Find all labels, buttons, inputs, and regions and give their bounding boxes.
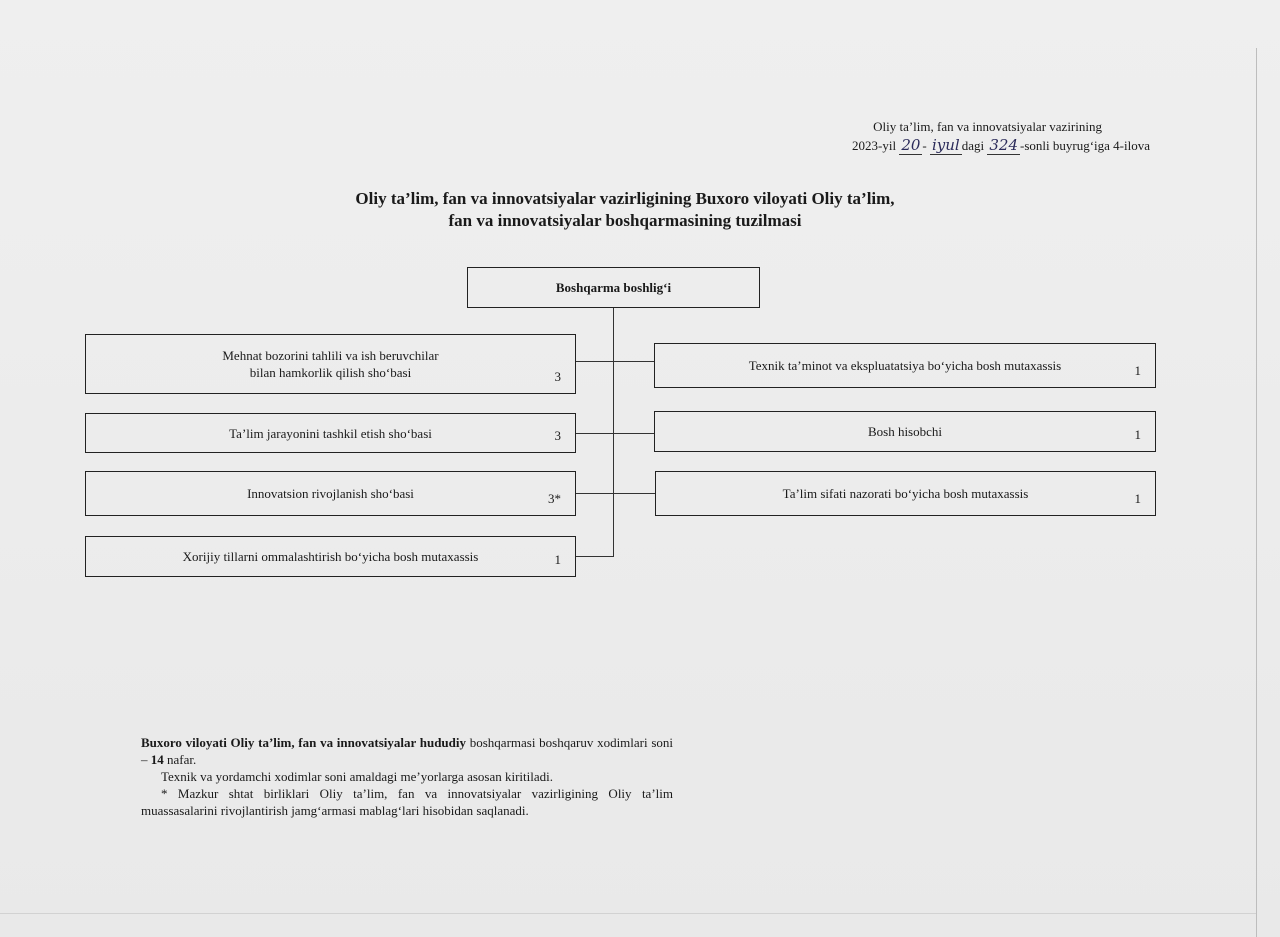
org-box-label: Ta’lim sifati nazorati bo‘yicha bosh mutaxassis: [782, 486, 1029, 501]
footnote-paragraph-2: Texnik va yordamchi xodimlar soni amaldagi me’yorlarga asosan kiritiladi.: [161, 769, 553, 784]
org-box-label: Bosh hisobchi: [867, 424, 943, 439]
org-box-left-2: [85, 413, 576, 453]
org-box-label: Xorijiy tillarni ommalashtirish bo‘yicha bosh mutaxassis: [182, 549, 479, 564]
title-line2: fan va innovatsiyalar boshqarmasining tuzilmasi: [448, 211, 802, 230]
org-box-label: Ta’lim jarayonini tashkil etish sho‘basi: [229, 425, 432, 441]
handwritten-day: 20: [901, 136, 921, 154]
org-box-label: [182, 347, 478, 381]
staff-count: 3*: [548, 491, 561, 506]
title-line1: Oliy ta’lim, fan va innovatsiyalar vazirligining Buxoro viloyati Oliy ta’lim,: [355, 189, 895, 208]
org-box-left-4: [85, 536, 576, 577]
org-box-right-3: [655, 471, 1156, 516]
staff-count: 3: [554, 428, 561, 443]
org-box-label: Innovatsion rivojlanish sho‘basi: [247, 486, 414, 501]
org-box-head: [467, 267, 760, 308]
org-box-head-label: Boshqarma boshlig‘i: [555, 280, 672, 295]
footnote: [141, 734, 673, 819]
footnote-text-end: nafar.: [167, 752, 197, 767]
annex-dagi: dagi: [961, 138, 985, 153]
annex-suffix: -sonli buyrug‘iga 4-ilova: [1020, 138, 1150, 153]
org-box-right-2: [654, 411, 1156, 452]
org-box-label-line2: bilan hamkorlik qilish sho‘basi: [249, 365, 412, 380]
annex-year: 2023-yil: [852, 138, 897, 153]
org-box-label: Texnik ta’minot va ekspluatatsiya bo‘yicha bosh mutaxassis: [748, 358, 1062, 373]
handwritten-number: 324: [989, 136, 1019, 154]
staff-count: 1: [554, 552, 561, 567]
staff-count: 1: [1134, 427, 1141, 442]
footnote-bold-text: Buxoro viloyati Oliy ta’lim, fan va innovatsiyalar hududiy: [141, 735, 467, 750]
org-box-right-1: [654, 343, 1156, 388]
staff-count: 1: [1134, 363, 1141, 378]
annex-sep: -: [922, 138, 927, 153]
handwritten-month: iyul: [932, 136, 960, 154]
footnote-paragraph-3: * Mazkur shtat birliklari Oliy ta’lim, fan va innovatsiyalar vazirligining Oliy ta’lim muassasalarini rivojlantirish jamg‘armasi mablag‘lari hisobidan saqlanadi.: [141, 786, 673, 818]
footnote-text: boshqarmasi boshqaruv xodimlari soni –: [141, 735, 674, 767]
org-box-left-3: [85, 471, 576, 516]
staff-count: 3: [554, 369, 561, 384]
total-staff-count: 14: [150, 752, 164, 767]
annex-note-line1: Oliy ta’lim, fan va innovatsiyalar vazirining: [873, 119, 1102, 134]
footnote-paragraph-1: [141, 734, 673, 768]
staff-count: 1: [1134, 491, 1141, 506]
org-box-left-1: [85, 334, 576, 394]
org-box-label-line1: Mehnat bozorini tahlili va ish beruvchilar: [222, 348, 439, 363]
